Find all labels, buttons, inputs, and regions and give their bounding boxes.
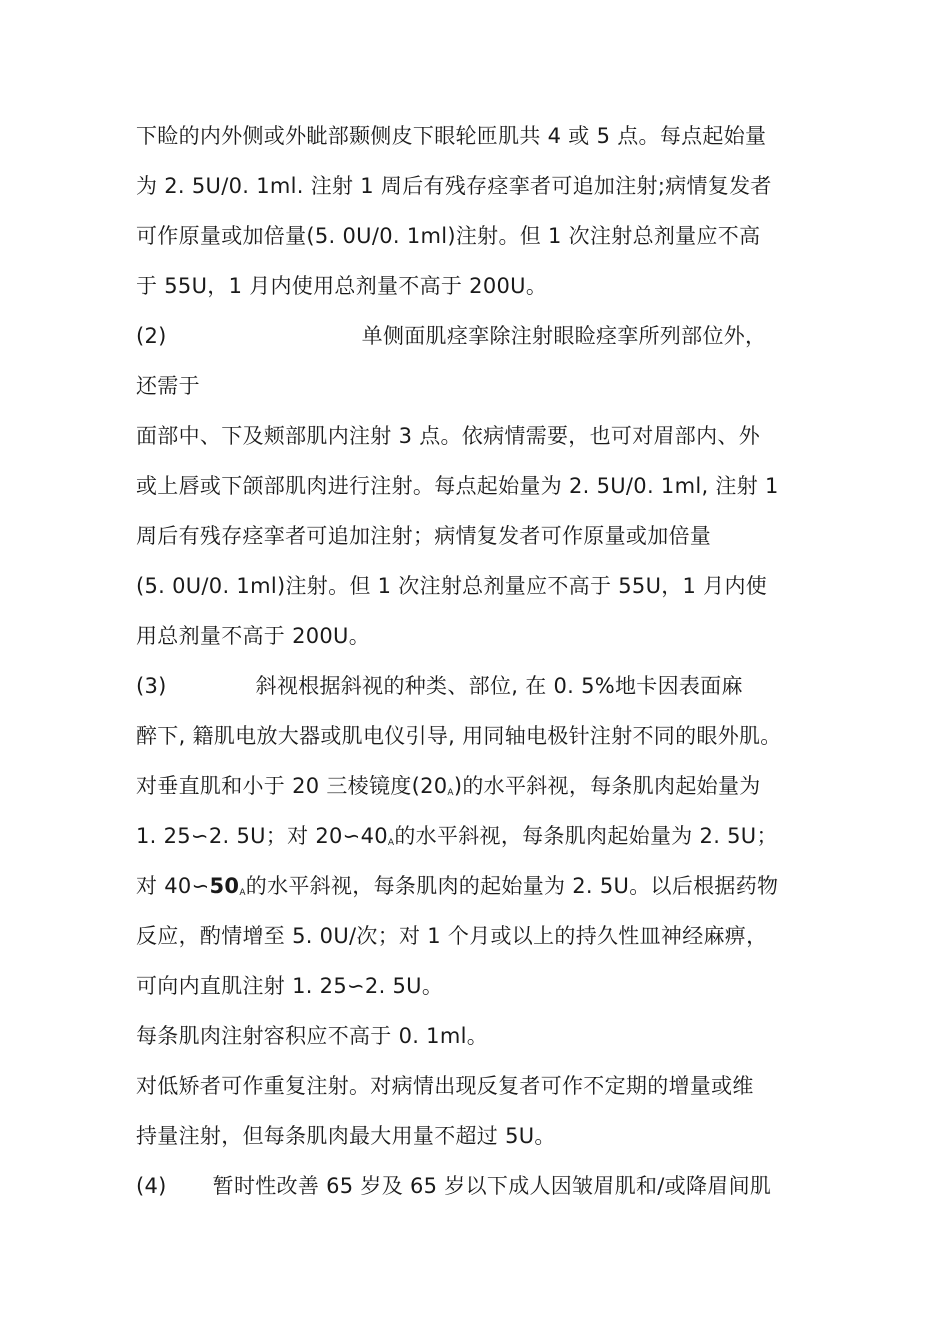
text-12-post: 的水平斜视，每条肌肉起始量为 2. 5U； <box>394 824 778 848</box>
text-line-10: 用总剂量不高于 200U。 <box>136 624 371 648</box>
subscript-a: A <box>447 788 454 798</box>
list-item-3 <box>136 672 743 700</box>
text-vertical-post: )的水平斜视，每条肌肉起始量为 <box>453 774 761 798</box>
text-line-5: 还需于 <box>136 374 200 398</box>
text-line-16: 对低矫者可作重复注射。对病情出现反复者可作不定期的增量或维 <box>136 1074 754 1098</box>
text-line-2: 为 2. 5U/0. 1ml. 注射 1 周后有残存痉挛者可追加注射;病情复发者 <box>136 174 772 198</box>
text-40-50-post: 的水平斜视，每条肌肉的起始量为 2. 5U。以后根据药物 <box>245 874 779 898</box>
list-item-4 <box>136 1172 771 1200</box>
text-line-11: 醉下, 籍肌电放大器或肌电仪引导, 用同轴电极针注射不同的眼外肌。 <box>136 724 782 748</box>
subscript-a: A <box>387 838 395 848</box>
text-line-8: 周后有残存痉挛者可追加注射；病情复发者可作原量或加倍量 <box>136 524 712 548</box>
list-item-4-number: (4) <box>136 1174 167 1198</box>
text-vertical-pre: 对垂直肌和小于 20 三棱镜度(20 <box>136 774 448 798</box>
list-item-3-text: 斜视根据斜视的种类、部位, 在 0. 5%地卡因表面麻 <box>255 674 743 698</box>
text-line-3: 可作原量或加倍量(5. 0U/0. 1ml)注射。但 1 次注射总剂量应不高 <box>136 224 761 248</box>
text-40-50-pre: 对 40∽ <box>136 874 210 898</box>
list-item-2-number: (2) <box>136 324 167 348</box>
text-line-15: 每条肌肉注射容积应不高于 0. 1ml。 <box>136 1024 489 1048</box>
text-40-50-bold: 50 <box>209 874 240 898</box>
text-line-1: 下睑的内外侧或外眦部颞侧皮下眼轮匝肌共 4 或 5 点。每点起始量 <box>136 124 767 148</box>
text-line-17: 持量注射，但每条肌肉最大用量不超过 5U。 <box>136 1124 556 1148</box>
text-12-pre: 1. 25∽2. 5U；对 20∽40 <box>136 824 388 848</box>
text-line-6: 面部中、下及颊部肌内注射 3 点。依病情需要，也可对眉部内、外 <box>136 424 761 448</box>
text-line-14: 可向内直肌注射 1. 25∽2. 5U。 <box>136 974 444 998</box>
text-line-9: (5. 0U/0. 1ml)注射。但 1 次注射总剂量应不高于 55U，1 月内使 <box>136 574 768 598</box>
subscript-a: A <box>239 888 246 898</box>
text-line-7: 或上唇或下颌部肌肉进行注射。每点起始量为 2. 5U/0. 1ml, 注射 1 <box>136 474 779 498</box>
list-item-4-text: 暂时性改善 65 岁及 65 岁以下成人因皱眉肌和/或降眉间肌 <box>212 1174 772 1198</box>
list-item-2-text: 单侧面肌痉挛除注射眼睑痉挛所列部位外， <box>361 324 767 348</box>
list-item-2 <box>136 322 766 350</box>
text-line-40-50 <box>136 872 778 907</box>
text-line-13: 反应，酌情增至 5. 0U/次；对 1 个月或以上的持久性皿神经麻痹， <box>136 924 768 948</box>
list-item-3-number: (3) <box>136 674 167 698</box>
text-line-12 <box>136 822 778 857</box>
text-line-4: 于 55U，1 月内使用总剂量不高于 200U。 <box>136 274 548 298</box>
text-line-vertical <box>136 772 761 807</box>
